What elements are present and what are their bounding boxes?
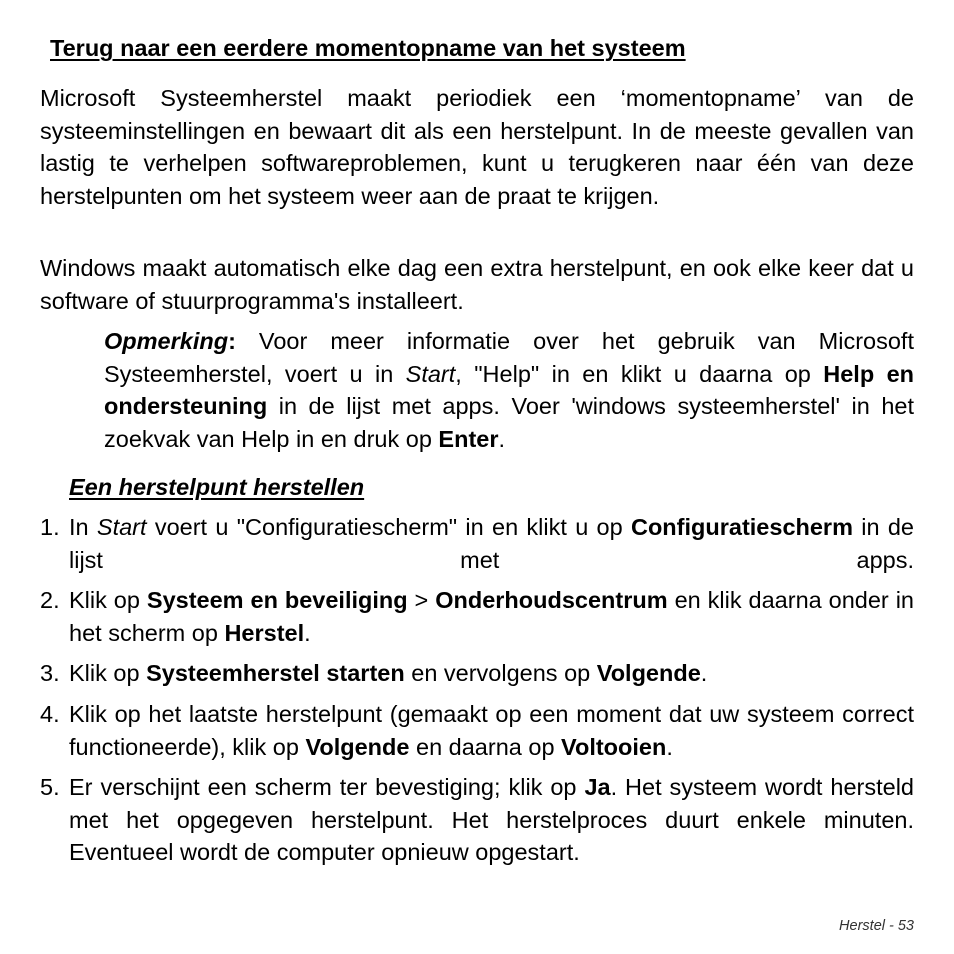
- step-bold-term: Ja: [584, 774, 611, 800]
- step-bold-term: Herstel: [224, 619, 305, 646]
- step-bold-term: Voltooien: [561, 733, 667, 760]
- step-item: [40, 657, 914, 690]
- step-text: [69, 771, 914, 869]
- step-number: 5.: [40, 774, 60, 800]
- step-bold-term: Configuratiescherm: [630, 514, 853, 540]
- intro-paragraph: Microsoft Systeemherstel maakt periodiek een ‘momentopname’ van de systeeminstellingen en bewaart dit als een herstelpunt. In de meeste gevallen van lastig te verhelpen softwareproblemen, kunt u terugkeren naar één van deze herstelpunten om het systeem weer aan de praat te krijgen.: [40, 85, 914, 209]
- step-item: [40, 584, 914, 649]
- step-text-part: en vervolgens op: [404, 660, 597, 686]
- step-bold-term: Volgende: [305, 733, 410, 760]
- step-text: [69, 698, 914, 763]
- step-text-part: .: [304, 619, 311, 646]
- note-text-3: in de lijst met apps. Voer 'windows systeemherstel' in het zoekvak van Help in en druk op: [104, 393, 914, 452]
- step-start-term: Start: [96, 514, 147, 540]
- step-text-part: in de lijst met apps.: [69, 514, 914, 573]
- procedure-subheading: Een herstelpunt herstellen: [69, 474, 365, 500]
- note-start-term: Start: [405, 360, 456, 387]
- note-colon: :: [228, 328, 236, 354]
- step-text-part: >: [407, 587, 436, 613]
- step-text-part: Klik op het laatste herstelpunt (gemaakt op een moment dat uw systeem correct functioneerde), klik op: [69, 701, 914, 760]
- note-paragraph: [104, 325, 914, 455]
- step-number: 3.: [40, 660, 60, 686]
- note-help-term: Help en ondersteuning: [104, 360, 915, 419]
- step-text-part: voert u "Configuratiescherm" in en klikt u op: [146, 514, 631, 540]
- step-item: [40, 511, 914, 576]
- note-label: Opmerking: [104, 328, 229, 354]
- step-number: 2.: [40, 587, 60, 613]
- page-footer: Herstel - 53: [839, 918, 914, 934]
- step-text-part: Er verschijnt een scherm ter bevestiging; klik op: [69, 774, 585, 800]
- step-text-part: Klik op: [69, 660, 147, 686]
- note-enter-term: Enter: [438, 425, 499, 452]
- section-heading: Terug naar een eerdere momentopname van het systeem: [50, 35, 686, 61]
- step-number: 4.: [40, 701, 60, 727]
- step-text-part: .: [666, 733, 673, 760]
- step-item: [40, 771, 914, 869]
- step-text: [69, 511, 914, 576]
- step-item: [40, 698, 914, 763]
- step-text-part: en klik daarna onder in het scherm op: [69, 587, 914, 646]
- step-text-part: . Het systeem wordt hersteld met het opgegeven herstelpunt. Het herstelproces duurt enkele minuten. Eventueel wordt de computer opnieuw opgestart.: [69, 774, 914, 865]
- step-bold-term: Volgende: [596, 660, 701, 686]
- step-bold-term: Onderhoudscentrum: [435, 587, 668, 613]
- note-text-2: , "Help" in en klikt u daarna op: [455, 360, 824, 387]
- step-text: [69, 657, 914, 690]
- step-bold-term: Systeemherstel starten: [146, 660, 405, 686]
- step-text-part: Klik op: [69, 587, 147, 613]
- step-text-part: en daarna op: [409, 733, 562, 760]
- step-text-part: In: [69, 514, 97, 540]
- step-text: [69, 584, 914, 649]
- note-text-4: .: [498, 425, 506, 452]
- step-number: 1.: [40, 514, 60, 540]
- step-bold-term: Systeem en beveiliging: [146, 587, 408, 613]
- windows-paragraph: Windows maakt automatisch elke dag een extra herstelpunt, en ook elke keer dat u software of stuurprogramma's installeert.: [40, 255, 914, 314]
- step-text-part: .: [700, 660, 708, 686]
- note-text-1: Voor meer informatie over het gebruik van Microsoft Systeemherstel, voert u in: [104, 328, 914, 387]
